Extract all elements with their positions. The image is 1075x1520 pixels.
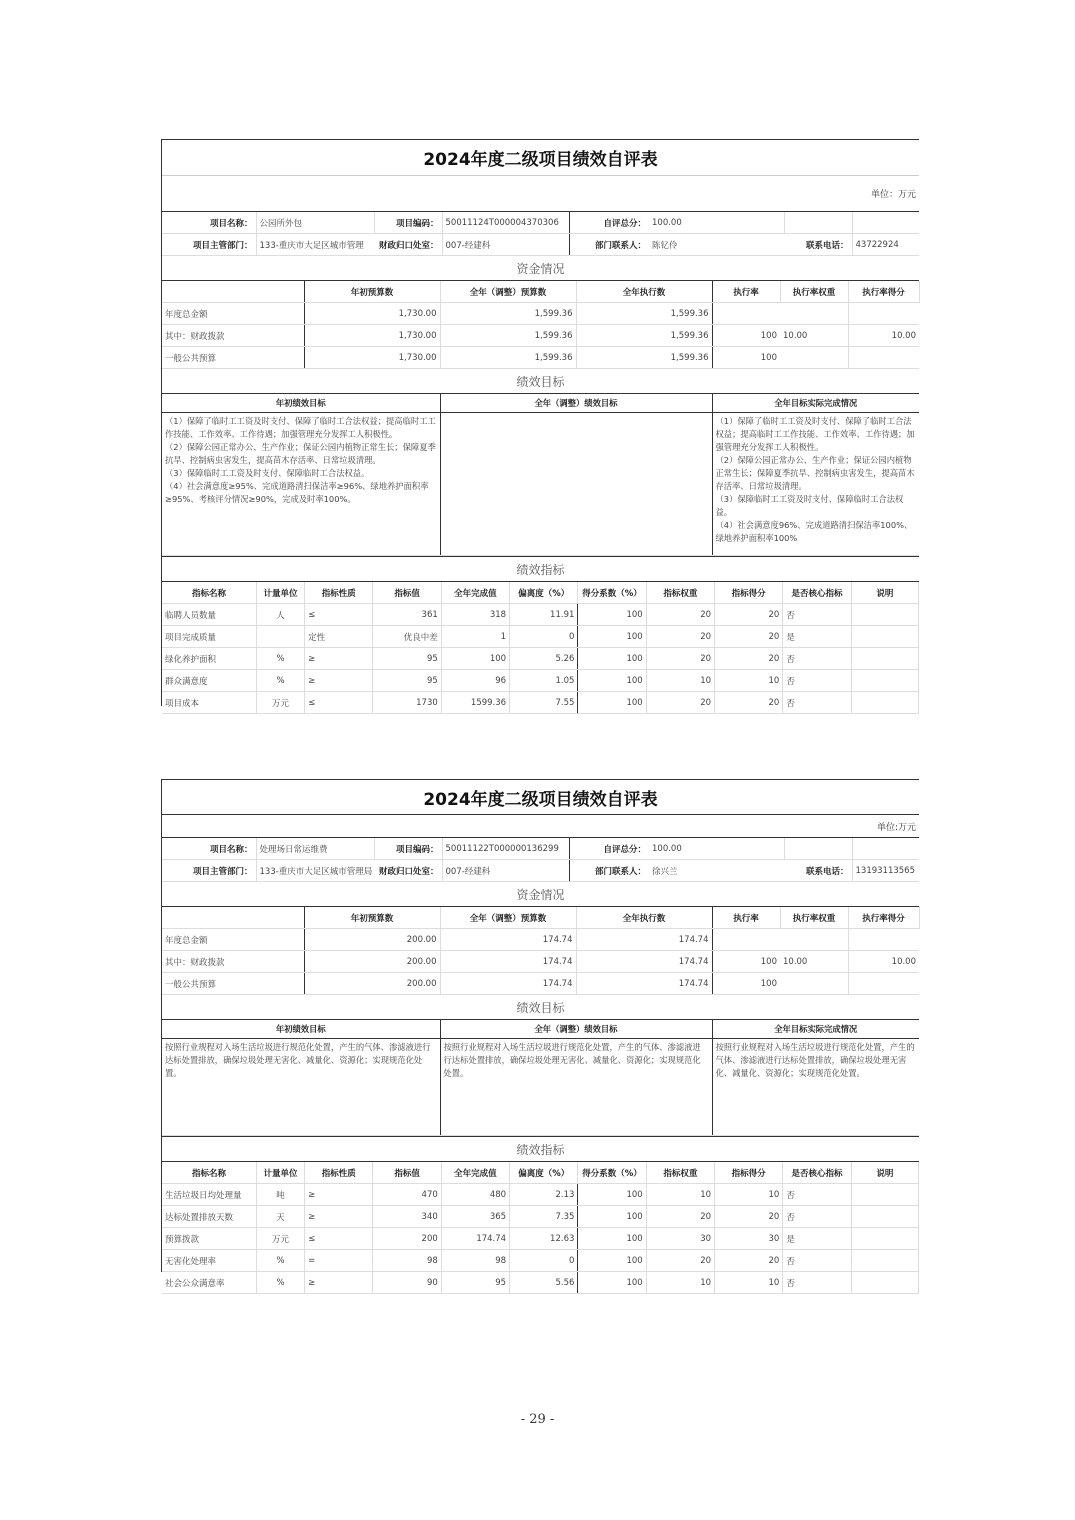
phone-label: 联系电话：	[784, 234, 852, 256]
indicators-table	[162, 1162, 919, 1294]
goals-header-row	[162, 1020, 919, 1039]
funds-executed: 174.74	[576, 973, 712, 995]
indicator-name: 达标处置排放天数	[162, 1206, 256, 1228]
indicator-core: 否	[783, 670, 851, 692]
indicator-row	[162, 626, 919, 648]
indicator-coef: 100	[578, 1206, 646, 1228]
funds-rate	[712, 303, 780, 325]
indicators-header-cell: 计量单位	[256, 1162, 304, 1184]
indicator-core: 否	[783, 692, 851, 714]
contact-label: 部门联系人：	[569, 860, 649, 882]
indicators-header-cell: 指标性质	[305, 1162, 373, 1184]
indicator-weight: 30	[646, 1228, 714, 1250]
indicator-unit: %	[256, 670, 304, 692]
funds-adjusted: 1,599.36	[440, 347, 576, 369]
funds-executed: 1,599.36	[576, 303, 712, 325]
indicators-header-cell: 全年完成值	[441, 582, 509, 604]
indicators-header-cell: 指标得分	[715, 582, 783, 604]
funds-score	[848, 347, 919, 369]
project-code-label: 项目编码：	[374, 212, 442, 234]
indicator-target: 98	[373, 1250, 441, 1272]
indicator-nature: ≥	[305, 1206, 373, 1228]
indicator-coef: 100	[578, 670, 646, 692]
funds-header-cell: 全年执行数	[576, 907, 712, 929]
indicators-header-row	[162, 582, 919, 604]
indicator-deviation: 5.26	[510, 648, 578, 670]
indicator-nature: ≤	[305, 604, 373, 626]
indicator-coef: 100	[578, 604, 646, 626]
indicators-header-cell: 说明	[851, 1162, 918, 1184]
indicators-header-cell: 指标得分	[715, 1162, 783, 1184]
funds-score	[848, 303, 919, 325]
indicators-header-cell: 得分系数（%）	[578, 582, 646, 604]
indicator-weight: 20	[646, 1206, 714, 1228]
indicator-score: 10	[715, 670, 783, 692]
indicator-unit	[256, 626, 304, 648]
info-row	[162, 860, 919, 882]
indicator-weight: 20	[646, 692, 714, 714]
indicator-score: 10	[715, 1272, 783, 1294]
unit-label: 单位:万元	[162, 815, 919, 838]
indicator-deviation: 11.91	[510, 604, 578, 626]
indicator-row	[162, 1250, 919, 1272]
indicator-unit: 天	[256, 1206, 304, 1228]
indicator-weight: 10	[646, 670, 714, 692]
indicator-unit: %	[256, 648, 304, 670]
info-row	[162, 212, 919, 234]
self-score-label: 自评总分：	[569, 838, 649, 860]
contact-value: 徐兴兰	[649, 860, 784, 882]
funds-rate: 100	[712, 347, 780, 369]
indicator-coef: 100	[578, 1272, 646, 1294]
funds-header-row	[162, 281, 919, 303]
indicator-unit: %	[256, 1272, 304, 1294]
indicator-unit: 万元	[256, 1228, 304, 1250]
funds-header-cell: 全年（调整）预算数	[440, 907, 576, 929]
funds-header-cell: 执行率权重	[780, 281, 848, 303]
evaluation-form-2	[161, 779, 919, 1289]
indicator-unit: 吨	[256, 1184, 304, 1206]
indicator-coef: 100	[578, 1184, 646, 1206]
funds-initial: 200.00	[304, 951, 440, 973]
indicator-weight: 10	[646, 1184, 714, 1206]
funds-header-cell: 执行率得分	[848, 907, 919, 929]
funds-weight	[780, 973, 848, 995]
funds-weight	[780, 929, 848, 951]
indicator-core: 否	[783, 1206, 851, 1228]
funds-score: 10.00	[848, 325, 919, 347]
indicators-section-title: 绩效指标	[162, 1136, 919, 1162]
funds-initial: 200.00	[304, 973, 440, 995]
funds-rate: 100	[712, 325, 780, 347]
indicators-header-cell: 指标名称	[162, 1162, 256, 1184]
funds-item-name: 一般公共预算	[162, 973, 304, 995]
indicators-section-title: 绩效指标	[162, 556, 919, 582]
indicator-deviation: 0	[510, 1250, 578, 1272]
funds-table	[162, 281, 920, 369]
indicators-header-cell: 得分系数（%）	[578, 1162, 646, 1184]
funds-score	[848, 929, 919, 951]
indicator-deviation: 2.13	[510, 1184, 578, 1206]
dept-value: 133-重庆市大足区城市管理局	[256, 860, 374, 882]
funds-header-cell: 全年（调整）预算数	[440, 281, 576, 303]
indicator-actual: 98	[441, 1250, 509, 1272]
indicators-header-cell: 是否核心指标	[783, 582, 851, 604]
indicator-deviation: 0	[510, 626, 578, 648]
indicator-unit: 万元	[256, 692, 304, 714]
goals-header-cell: 全年（调整）绩效目标	[440, 394, 712, 413]
indicator-name: 绿化养护面积	[162, 648, 256, 670]
goals-section-title: 绩效目标	[162, 995, 919, 1020]
info-row	[162, 234, 919, 256]
indicator-score: 10	[715, 1184, 783, 1206]
funds-item-name: 年度总金额	[162, 929, 304, 951]
indicators-header-cell: 指标值	[373, 1162, 441, 1184]
goals-section-title: 绩效目标	[162, 369, 919, 394]
dept-label: 项目主管部门：	[162, 860, 256, 882]
indicator-target: 95	[373, 648, 441, 670]
indicator-target: 优良中差	[373, 626, 441, 648]
indicator-coef: 100	[578, 1228, 646, 1250]
indicator-name: 群众满意度	[162, 670, 256, 692]
indicator-score: 20	[715, 626, 783, 648]
goals-header-row	[162, 394, 919, 413]
funds-row	[162, 929, 919, 951]
indicator-nature: ≤	[305, 1228, 373, 1250]
indicator-target: 361	[373, 604, 441, 626]
funds-section-title: 资金情况	[162, 882, 919, 907]
indicator-nature: 定性	[305, 626, 373, 648]
indicator-weight: 10	[646, 1272, 714, 1294]
funds-row	[162, 325, 919, 347]
funds-item-name: 其中：财政拨款	[162, 951, 304, 973]
indicator-note	[851, 1206, 918, 1228]
dept-value: 133-重庆市大足区城市管理	[256, 234, 374, 256]
indicator-row	[162, 1184, 919, 1206]
funds-item-name: 其中：财政拨款	[162, 325, 304, 347]
indicator-row	[162, 670, 919, 692]
indicator-deviation: 5.56	[510, 1272, 578, 1294]
form-title: 2024年度二级项目绩效自评表	[162, 780, 919, 815]
indicator-note	[851, 1250, 918, 1272]
finance-office-value: 007-经建科	[442, 234, 569, 256]
funds-executed: 1,599.36	[576, 347, 712, 369]
funds-row	[162, 347, 919, 369]
goals-header-cell: 全年目标实际完成情况	[712, 394, 919, 413]
funds-executed: 174.74	[576, 951, 712, 973]
funds-table	[162, 907, 920, 995]
indicator-target: 90	[373, 1272, 441, 1294]
funds-rate: 100	[712, 951, 780, 973]
funds-rate: 100	[712, 973, 780, 995]
goal-adjusted	[440, 413, 712, 556]
project-name-value: 处理场日常运维费	[256, 838, 374, 860]
project-name-value: 公园所外包	[256, 212, 374, 234]
funds-initial: 1,730.00	[304, 347, 440, 369]
indicators-header-cell: 偏离度（%）	[510, 1162, 578, 1184]
project-name-label: 项目名称：	[162, 212, 256, 234]
indicator-core: 是	[783, 626, 851, 648]
indicator-row	[162, 1228, 919, 1250]
funds-header-cell: 执行率得分	[848, 281, 919, 303]
goal-adjusted: 按照行业规程对入场生活垃圾进行规范化处置，产生的气体、渗滤液进行达标处置排放，确保垃圾处理无害化、减量化、资源化；实现规范化处置。	[440, 1039, 712, 1136]
funds-adjusted: 1,599.36	[440, 303, 576, 325]
indicator-row	[162, 604, 919, 626]
funds-item-name: 一般公共预算	[162, 347, 304, 369]
unit-label: 单位：万元	[162, 176, 919, 212]
indicator-nature: ≥	[305, 670, 373, 692]
indicator-deviation: 7.35	[510, 1206, 578, 1228]
indicator-row	[162, 648, 919, 670]
funds-executed: 1,599.36	[576, 325, 712, 347]
funds-row	[162, 951, 919, 973]
indicator-nature: ≤	[305, 692, 373, 714]
indicator-name: 生活垃圾日均处理量	[162, 1184, 256, 1206]
funds-initial: 1,730.00	[304, 303, 440, 325]
indicators-header-cell: 指标权重	[646, 582, 714, 604]
indicator-target: 340	[373, 1206, 441, 1228]
funds-adjusted: 174.74	[440, 973, 576, 995]
phone-value: 43722924	[852, 234, 919, 256]
funds-row	[162, 973, 919, 995]
indicator-weight: 20	[646, 626, 714, 648]
goal-actual: 按照行业规程对入场生活垃圾进行规范化处置，产生的气体、渗滤液进行达标处置排放，确保垃圾处理无害化、减量化、资源化；实现规范化处置。	[712, 1039, 919, 1136]
indicator-score: 20	[715, 1250, 783, 1272]
dept-label: 项目主管部门：	[162, 234, 256, 256]
funds-weight	[780, 303, 848, 325]
indicator-coef: 100	[578, 1250, 646, 1272]
indicator-actual: 100	[441, 648, 509, 670]
indicator-deviation: 7.55	[510, 692, 578, 714]
goals-header-cell: 年初绩效目标	[162, 394, 440, 413]
indicator-name: 项目完成质量	[162, 626, 256, 648]
funds-row	[162, 303, 919, 325]
indicator-core: 否	[783, 1272, 851, 1294]
indicator-nature: ≥	[305, 648, 373, 670]
indicator-nature: ≥	[305, 1184, 373, 1206]
indicator-coef: 100	[578, 626, 646, 648]
indicator-score: 20	[715, 1206, 783, 1228]
indicator-actual: 318	[441, 604, 509, 626]
funds-weight: 10.00	[780, 325, 848, 347]
goal-actual: （1）保障了临时工工资及时支付、保障了临时工合法权益；提高临时工工作技能、工作效率、工作待遇；加强管理充分发挥工人积极性。 （2）保障公园正常办公、生产作业；保证公园内植物正常生长；保障夏季抗旱、控制病虫害发生，提高苗木存活率、日常垃圾清理。 （3）保障临时工工资及时支付、保障临时工合法权益。 （4）社会满意度96%、完成道路清扫保洁率100%、绿地养护面积率100%	[712, 413, 919, 556]
contact-value: 陈钇伶	[649, 234, 784, 256]
indicator-coef: 100	[578, 692, 646, 714]
goals-header-cell: 全年（调整）绩效目标	[440, 1020, 712, 1039]
funds-executed: 174.74	[576, 929, 712, 951]
funds-header-cell: 年初预算数	[304, 907, 440, 929]
goal-initial: （1）保障了临时工工资及时支付、保障了临时工合法权益；提高临时工工作技能、工作效率、工作待遇；加强管理充分发挥工人积极性。 （2）保障公园正常办公、生产作业；保证公园内植物正常生长；保障夏季抗旱、控制病虫害发生，提高苗木存活率、日常垃圾清理。 （3）保障临时工工资及时支付、保障临时工合法权益。 （4）社会满意度≥95%、完成道路清扫保洁率≥96%、绿地养护面积率≥95%、考核评分情况≥90%，完成及时率100%。	[162, 413, 440, 556]
indicator-actual: 365	[441, 1206, 509, 1228]
indicators-table	[162, 582, 919, 714]
indicators-header-cell: 指标性质	[305, 582, 373, 604]
indicator-note	[851, 692, 918, 714]
funds-score	[848, 973, 919, 995]
funds-rate	[712, 929, 780, 951]
indicator-name: 预算拨款	[162, 1228, 256, 1250]
indicator-nature: =	[305, 1250, 373, 1272]
indicator-core: 否	[783, 604, 851, 626]
indicator-actual: 95	[441, 1272, 509, 1294]
indicators-header-cell: 计量单位	[256, 582, 304, 604]
indicator-target: 1730	[373, 692, 441, 714]
funds-score: 10.00	[848, 951, 919, 973]
indicator-name: 项目成本	[162, 692, 256, 714]
indicator-row	[162, 1206, 919, 1228]
funds-header-cell: 年初预算数	[304, 281, 440, 303]
goals-row	[162, 413, 919, 556]
funds-header-cell: 执行率	[712, 907, 780, 929]
indicator-score: 20	[715, 692, 783, 714]
funds-header-cell	[162, 281, 304, 303]
self-score-label: 自评总分：	[569, 212, 649, 234]
funds-initial: 200.00	[304, 929, 440, 951]
project-info	[162, 838, 919, 882]
evaluation-form-1	[161, 139, 919, 709]
goals-row	[162, 1039, 919, 1136]
indicator-score: 20	[715, 604, 783, 626]
indicator-core: 否	[783, 1184, 851, 1206]
project-name-label: 项目名称：	[162, 838, 256, 860]
indicator-core: 否	[783, 648, 851, 670]
phone-label: 联系电话：	[784, 860, 852, 882]
indicator-note	[851, 1228, 918, 1250]
project-code-label: 项目编码：	[374, 838, 442, 860]
indicator-deviation: 12.63	[510, 1228, 578, 1250]
indicator-actual: 174.74	[441, 1228, 509, 1250]
self-score-value: 100.00	[649, 838, 784, 860]
goals-table	[162, 394, 919, 556]
indicator-deviation: 1.05	[510, 670, 578, 692]
indicator-note	[851, 1272, 918, 1294]
indicators-header-cell: 指标权重	[646, 1162, 714, 1184]
funds-header-row	[162, 907, 919, 929]
indicator-target: 200	[373, 1228, 441, 1250]
finance-office-label: 财政归口处室：	[374, 860, 442, 882]
indicator-name: 无害化处理率	[162, 1250, 256, 1272]
funds-item-name: 年度总金额	[162, 303, 304, 325]
finance-office-value: 007-经建科	[442, 860, 569, 882]
funds-adjusted: 1,599.36	[440, 325, 576, 347]
indicator-note	[851, 626, 918, 648]
indicator-note	[851, 604, 918, 626]
indicator-actual: 96	[441, 670, 509, 692]
funds-weight: 10.00	[780, 951, 848, 973]
indicators-header-cell: 是否核心指标	[783, 1162, 851, 1184]
goals-table	[162, 1020, 919, 1136]
indicator-row	[162, 692, 919, 714]
indicator-target: 95	[373, 670, 441, 692]
goals-header-cell: 全年目标实际完成情况	[712, 1020, 919, 1039]
indicator-nature: ≥	[305, 1272, 373, 1294]
page-number: - 29 -	[520, 1412, 555, 1427]
indicator-note	[851, 670, 918, 692]
funds-header-cell: 执行率权重	[780, 907, 848, 929]
indicator-weight: 20	[646, 648, 714, 670]
form-title: 2024年度二级项目绩效自评表	[162, 140, 919, 176]
indicators-header-cell: 全年完成值	[441, 1162, 509, 1184]
indicator-weight: 20	[646, 604, 714, 626]
project-code-value: 50011122T000000136299	[442, 838, 569, 860]
indicators-header-cell: 指标值	[373, 582, 441, 604]
funds-adjusted: 174.74	[440, 929, 576, 951]
funds-header-cell	[162, 907, 304, 929]
funds-section-title: 资金情况	[162, 256, 919, 281]
finance-office-label: 财政归口处室：	[374, 234, 442, 256]
contact-label: 部门联系人：	[569, 234, 649, 256]
indicator-weight: 20	[646, 1250, 714, 1272]
indicator-score: 20	[715, 648, 783, 670]
funds-initial: 1,730.00	[304, 325, 440, 347]
indicator-row	[162, 1272, 919, 1294]
indicator-unit: %	[256, 1250, 304, 1272]
indicator-actual: 1599.36	[441, 692, 509, 714]
indicator-name: 社会公众满意率	[162, 1272, 256, 1294]
indicator-score: 30	[715, 1228, 783, 1250]
indicator-name: 临聘人员数量	[162, 604, 256, 626]
indicator-coef: 100	[578, 648, 646, 670]
funds-adjusted: 174.74	[440, 951, 576, 973]
indicators-header-cell: 偏离度（%）	[510, 582, 578, 604]
indicator-actual: 1	[441, 626, 509, 648]
funds-header-cell: 全年执行数	[576, 281, 712, 303]
indicator-core: 否	[783, 1250, 851, 1272]
phone-value: 13193113565	[852, 860, 919, 882]
indicator-actual: 480	[441, 1184, 509, 1206]
indicator-note	[851, 1184, 918, 1206]
goal-initial: 按照行业规程对入场生活垃圾进行规范化处置，产生的气体、渗滤液进行达标处置排放，确保垃圾处理无害化、减量化、资源化；实现规范化处置。	[162, 1039, 440, 1136]
project-info	[162, 212, 919, 256]
info-row	[162, 838, 919, 860]
goals-header-cell: 年初绩效目标	[162, 1020, 440, 1039]
indicator-unit: 人	[256, 604, 304, 626]
indicators-header-cell: 说明	[851, 582, 918, 604]
project-code-value: 50011124T000004370306	[442, 212, 569, 234]
indicator-note	[851, 648, 918, 670]
self-score-value: 100.00	[649, 212, 784, 234]
indicators-header-row	[162, 1162, 919, 1184]
funds-weight	[780, 347, 848, 369]
funds-header-cell: 执行率	[712, 281, 780, 303]
indicator-target: 470	[373, 1184, 441, 1206]
indicator-core: 是	[783, 1228, 851, 1250]
indicators-header-cell: 指标名称	[162, 582, 256, 604]
